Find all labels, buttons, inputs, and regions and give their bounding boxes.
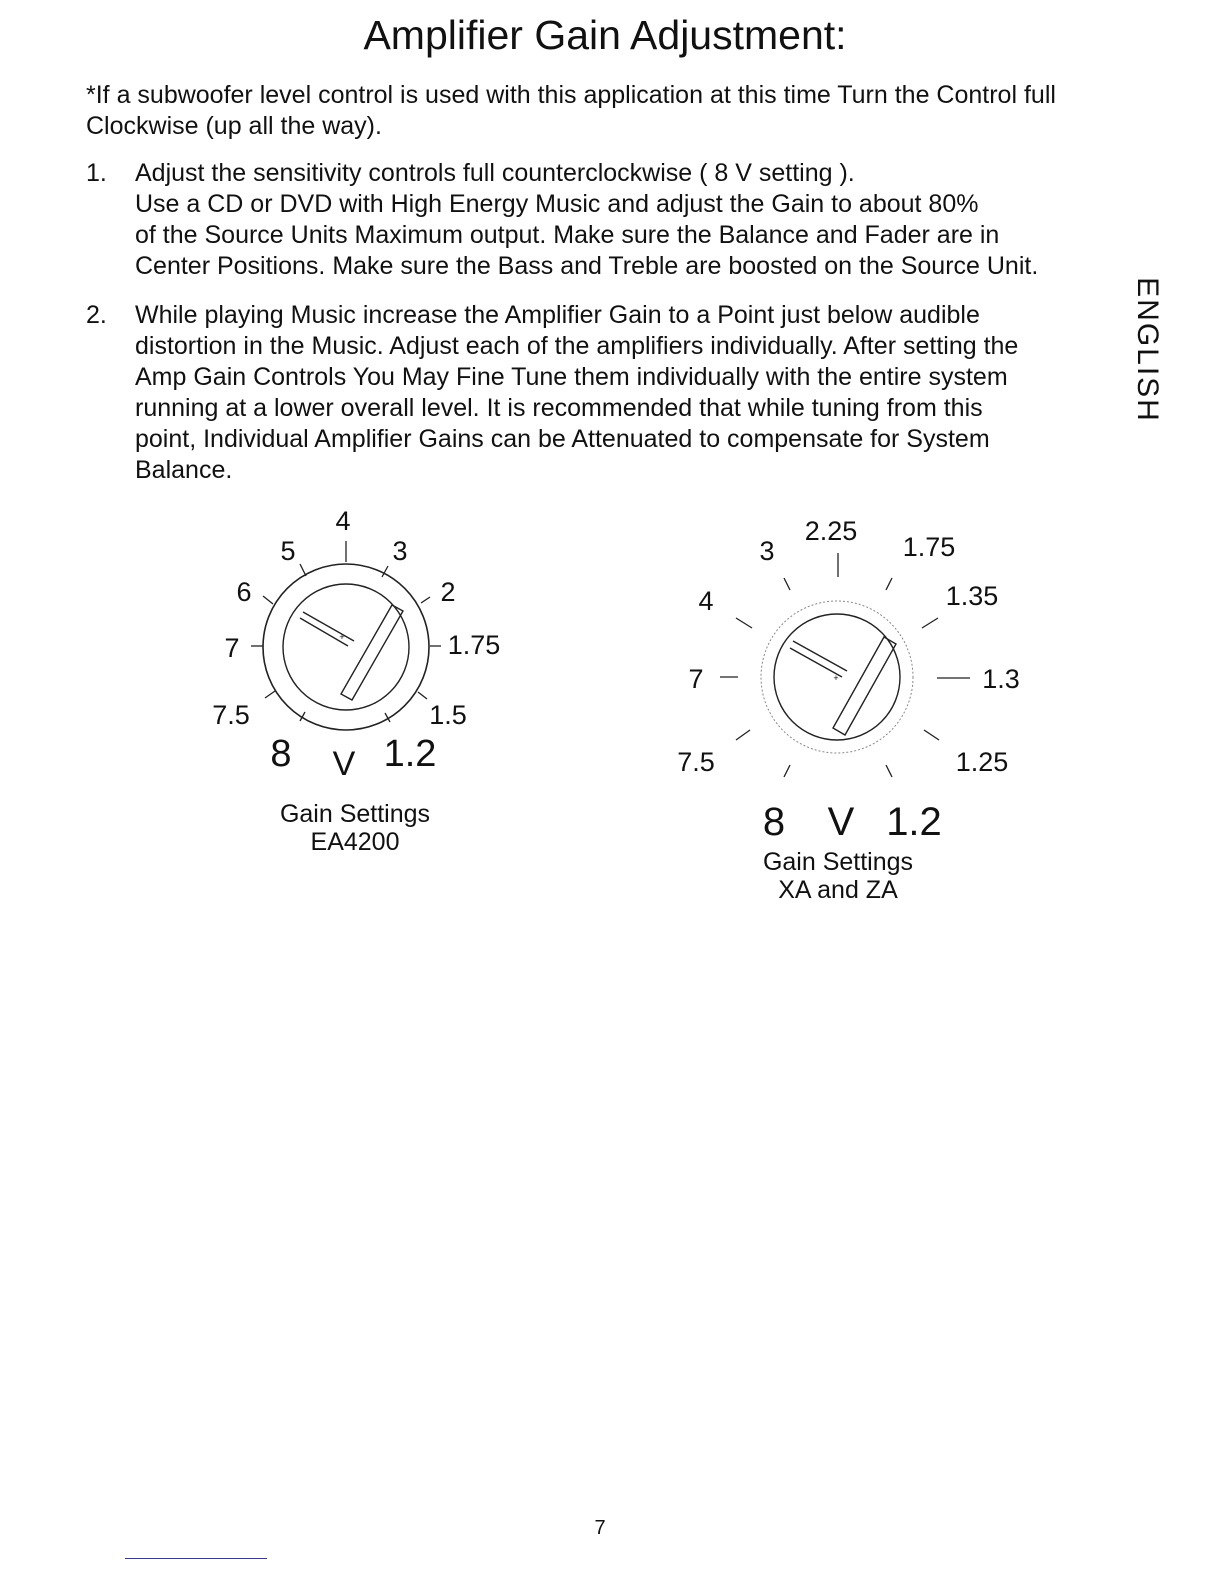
dial-label: 7 — [688, 664, 704, 694]
dial-label: 2.25 — [804, 516, 858, 546]
dial-ticks — [720, 553, 970, 777]
page-number: 7 — [594, 1517, 606, 1539]
language-tab-label: ENGLISH — [1131, 277, 1164, 423]
dial-label: 6 — [236, 577, 252, 607]
dial-label: 1.3 — [982, 664, 1020, 694]
dial-label: 5 — [280, 536, 296, 566]
knob — [283, 584, 409, 710]
dial-xa-za — [677, 516, 1020, 844]
dial-label: 7.5 — [212, 700, 250, 730]
caption-line: EA4200 — [310, 828, 400, 856]
dial-label: 1.75 — [902, 532, 956, 562]
dial-label-unit: V — [827, 800, 855, 844]
dial-label-unit: V — [332, 745, 356, 783]
step-number: 1. — [86, 159, 107, 187]
dial-label-max: 1.2 — [383, 733, 437, 775]
dial-label-max: 1.2 — [886, 800, 942, 844]
dial-label: 4 — [335, 506, 351, 536]
dial-label: 3 — [759, 536, 775, 566]
subwoofer-note: *If a subwoofer level control is used with this application at this time Turn the Control full Clockwise (up all the way). — [86, 81, 1056, 140]
dial-label: 7.5 — [677, 747, 715, 777]
svg-text:+: + — [339, 632, 345, 642]
dial-label: 1.5 — [429, 700, 467, 730]
caption-line: XA and ZA — [778, 876, 898, 904]
dial-label-min: 8 — [762, 800, 786, 844]
knob-pointer — [300, 605, 403, 700]
dial-ea4200 — [212, 506, 500, 783]
caption-xa-za — [738, 848, 938, 904]
dial-label: 1.75 — [447, 630, 501, 660]
dial-label: 2 — [440, 577, 456, 607]
dial-label-min: 8 — [270, 733, 292, 775]
step-text: While playing Music increase the Amplifier Gain to a Point just below audible distortion in the Music. Adjust each of the amplifiers individually. After setting the Amp Gain Controls You May Fine Tune them individually with the entire system running at a lower overall level. It is recommended that while tuning from this point, Individual Amplifier Gains can be Attenuated to compensate for System Balance. — [135, 301, 1019, 484]
dial-label: 1.25 — [955, 747, 1009, 777]
dial-label: 1.35 — [945, 581, 999, 611]
dial-ticks — [251, 541, 441, 722]
caption-line: Gain Settings — [279, 800, 431, 828]
svg-text:+: + — [833, 673, 839, 683]
dial-label: 7 — [224, 633, 240, 663]
dial-label: 3 — [392, 536, 408, 566]
page-title: Amplifier Gain Adjustment: — [363, 12, 847, 58]
footer-rule — [125, 1558, 267, 1559]
caption-ea4200 — [255, 800, 455, 856]
step-number: 2. — [86, 301, 107, 329]
caption-line: Gain Settings — [762, 848, 914, 876]
step-text: Adjust the sensitivity controls full counterclockwise ( 8 V setting ). Use a CD or DVD with High Energy Music and adjust the Gain to about 80% of the Source Units Maximum output. Make sure the Balance and Fader are in Center Positions. Make sure the Bass and Treble are boosted on the Source Unit. — [135, 159, 1039, 280]
knob-pointer — [790, 637, 896, 735]
dial-label: 4 — [698, 586, 714, 616]
dial-outer-ring — [263, 564, 429, 730]
